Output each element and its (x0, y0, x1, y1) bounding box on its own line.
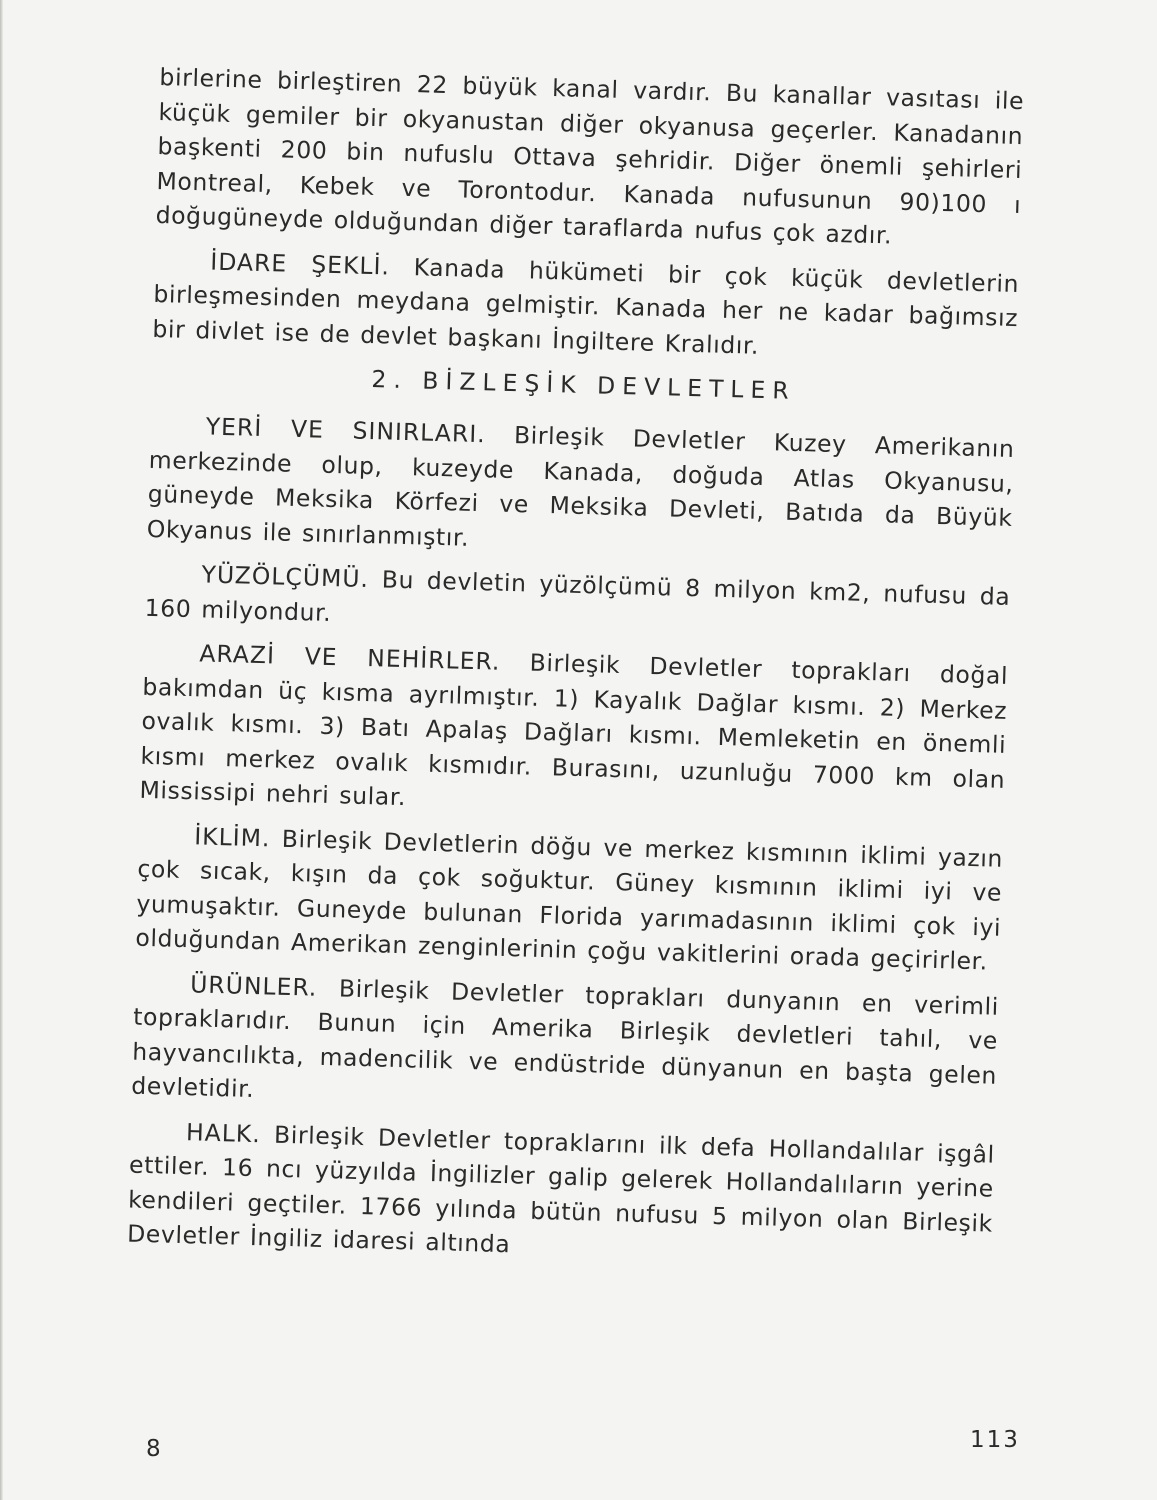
paragraph-text: birlerine birleştiren 22 büyük kanal vardır. Bu kanallar vasıtası ile küçük gemiler bir okyanustan diğer okyanusa geçerler. Kanadanın başkenti 200 bin nufuslu Ottava şehridir. Diğer önemli şehirleri Montreal, Kebek ve Torontodur. Kanada nufusunun 90)100 ı doğugüneyde olduğundan diğer taraflarda nufus çok azdır. (155, 62, 1025, 250)
paragraph-idare-sekli (152, 242, 1020, 370)
paragraph-keyword: İKLİM. (193, 821, 271, 852)
paragraph-text: Birleşik Devletler toprakları doğal bakımdan üç kısma ayrılmıştır. 1) Kayalık Dağlar kısmı. 2) Merkez ovalık kısmı. 3) Batı Apalaş Dağları kısmı. Memleketin en önemli kısmı merkez ovalık kısmıdır. Burasını, uzunluğu 7000 km olan Mississipi nehri sular. (139, 647, 1009, 812)
paragraph-keyword: İDARE ŞEKLİ. (210, 246, 391, 280)
page-edge (0, 0, 3, 1500)
paragraph-text: Kanada hükümeti bir çok küçük devletlerin birleşmesinden meydana gelmiştir. Kanada her ne kadar bağımsız bir divlet ise de devlet başkanı İngiltere Kralıdır. (152, 252, 1020, 360)
section-heading: 2. BİZLEŞİK DEVLETLER (371, 365, 797, 405)
paragraph-text: Bu devletin yüzölçümü 8 milyon km2, nufusu da 160 milyondur. (144, 565, 1011, 627)
paragraph-canada-cities (155, 60, 1024, 257)
paragraph-urunler (131, 965, 1000, 1127)
paragraph-keyword: ÜRÜNLER. (189, 969, 318, 1002)
paragraph-yuzolcumu (144, 556, 1011, 649)
paragraph-text: Birleşik Devletler toprakları dunyanın en verimli topraklarıdır. Bunun için Amerika Birleşik devletleri tahıl, ve hayvancılıkta, madencilik ve endüstride dünyanun en başta gelen devletidir. (130, 973, 1000, 1104)
page-number: 113 (970, 1427, 1020, 1453)
paragraph-yeri-ve-sinirlari (146, 408, 1015, 570)
paragraph-text: Birleşik Devletlerin döğu ve merkez kısmının iklimi yazın çok sıcak, kışın da çok soğuktur. Güney kısmının iklimi iyi ve yumuşaktır. Guneyde bulunan Florida yarımadasının iklimi çok iyi olduğundan Amerikan zenginlerinin çoğu vakitlerini orada geçirirler. (135, 823, 1004, 976)
paragraph-keyword: ARAZİ VE NEHİRLER. (199, 639, 501, 676)
paragraph-keyword: YÜZÖLÇÜMÜ. (201, 560, 370, 594)
paragraph-text: Birleşik Devletler topraklarını ilk defa Hollandalılar işgâl ettiler. 16 ncı yüzyılda İngilizler galip gelerek Hollandalıların yerine kendileri geçtiler. 1766 yılında bütün nufusu 5 milyon olan Birleşik Devletler İngiliz idaresi altında (126, 1119, 996, 1259)
paragraph-iklim (135, 817, 1004, 979)
signature-mark: 8 (146, 1436, 161, 1462)
paragraph-keyword: YERİ VE SINIRLARI. (205, 412, 487, 449)
paragraph-halk (127, 1113, 996, 1275)
paragraph-text: Birleşik Devletler Kuzey Amerikanın merkezinde olup, kuzeyde Kanada, doğuda Atlas Okyanusu, güneyde Meksika Körfezi ve Meksika Devleti, Batıda da Büyük Okyanus ile sınırlanmıştır. (146, 420, 1015, 552)
paragraph-keyword: HALK. (185, 1117, 262, 1148)
paragraph-arazi-ve-nehirler (139, 635, 1008, 832)
text-block (126, 60, 1024, 1285)
